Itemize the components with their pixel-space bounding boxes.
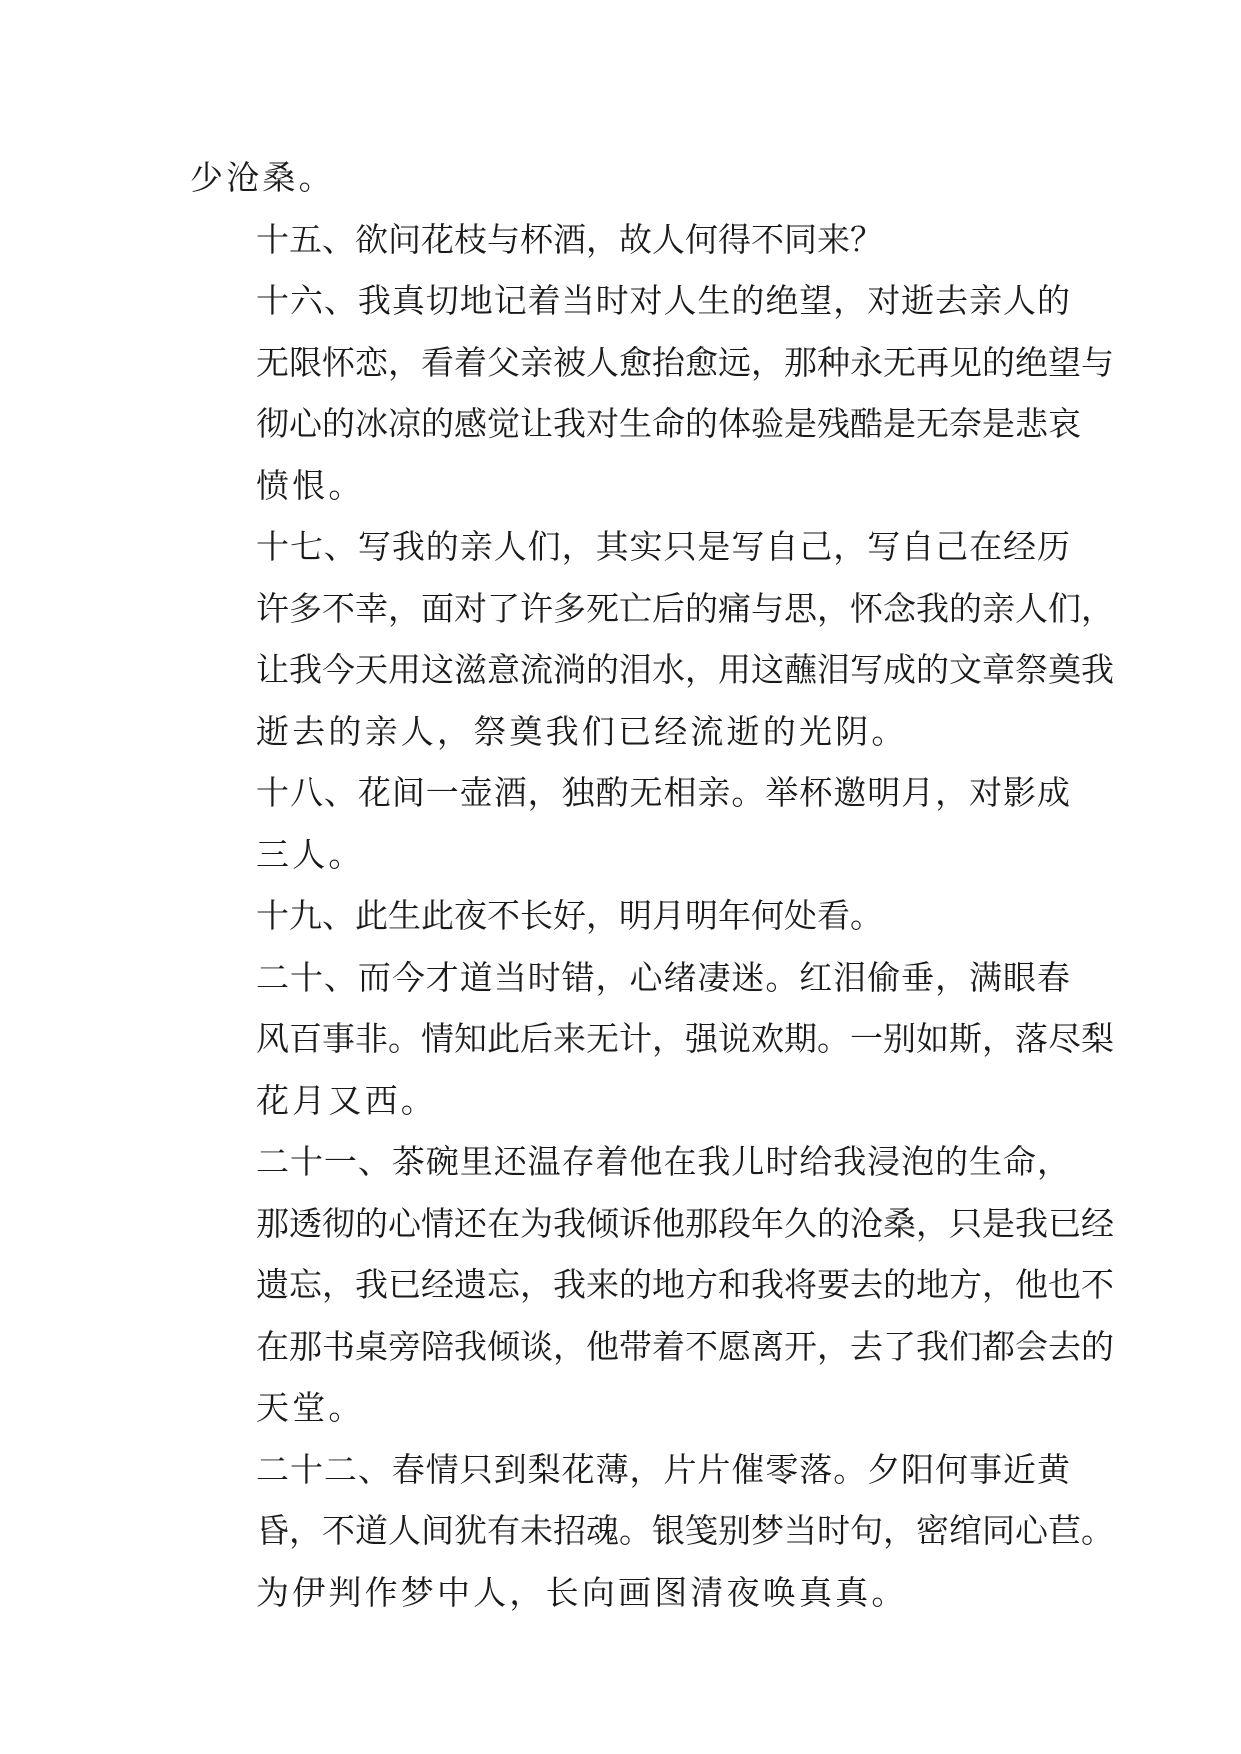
text-line: 十六、我真切地记着当时对人生的绝望，对逝去亲人的 [256, 281, 1070, 320]
paragraph [190, 516, 1114, 762]
text-line: 二十二、春情只到梨花薄，片片催零落。夕阳何事近黄 [256, 1449, 1070, 1489]
paragraph [190, 1131, 1114, 1439]
text-line: 为伊判作梦中人，长向画图清夜唤真真。 [256, 1572, 908, 1612]
text-line: 天堂。 [256, 1388, 365, 1427]
document-body [190, 147, 1114, 1623]
text-line: 许多不幸，面对了许多死亡后的痛与思，怀念我的亲人们， [256, 588, 1114, 628]
paragraph [190, 209, 1070, 271]
text-line: 无限怀恋，看着父亲被人愈抬愈远，那种永无再见的绝望与 [256, 342, 1114, 382]
paragraph [190, 762, 1070, 885]
text-line: 十八、花间一壶酒，独酌无相亲。举杯邀明月，对影成 [256, 773, 1070, 812]
text-line: 十七、写我的亲人们，其实只是写自己，写自己在经历 [256, 527, 1070, 566]
text-line: 十九、此生此夜不长好，明月明年何处看。 [256, 896, 883, 935]
text-line: 那透彻的心情还在为我倾诉他那段年久的沧桑，只是我已经 [256, 1203, 1114, 1243]
text-line: 逝去的亲人，祭奠我们已经流逝的光阴。 [256, 711, 908, 751]
paragraph [190, 270, 1114, 516]
text-line: 昏，不道人间犹有未招魂。银笺别梦当时句，密绾同心苣。 [256, 1511, 1114, 1550]
text-line: 二十、而今才道当时错，心绪凄迷。红泪偷垂，满眼春 [256, 957, 1070, 997]
text-line: 花月又西。 [256, 1080, 437, 1120]
text-line: 风百事非。情知此后来无计，强说欢期。一别如斯，落尽梨 [256, 1019, 1114, 1058]
paragraph [190, 947, 1114, 1132]
paragraph [190, 885, 1070, 947]
text-line: 让我今天用这滋意流淌的泪水，用这蘸泪写成的文章祭奠我 [256, 650, 1114, 689]
text-line: 三人。 [256, 834, 365, 874]
text-line: 遗忘，我已经遗忘，我来的地方和我将要去的地方，他也不 [256, 1265, 1114, 1304]
text-line: 二十一、茶碗里还温存着他在我儿时给我浸泡的生命， [256, 1142, 1070, 1181]
text-line: 十五、欲问花枝与杯酒，故人何得不同来？ [256, 219, 883, 259]
paragraph [190, 1439, 1114, 1624]
text-line: 彻心的冰凉的感觉让我对生命的体验是残酷是无奈是悲哀 [256, 404, 1081, 443]
text-line: 愤恨。 [256, 465, 365, 505]
text-line: 在那书桌旁陪我倾谈，他带着不愿离开，去了我们都会去的 [256, 1326, 1114, 1366]
text-line: 少沧桑。 [190, 158, 335, 197]
paragraph [190, 147, 1070, 209]
